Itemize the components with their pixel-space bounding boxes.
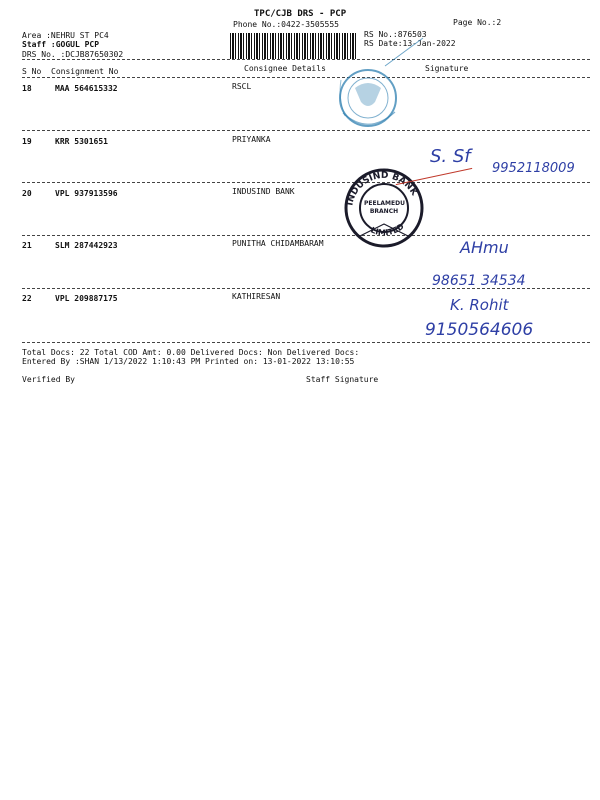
row-sno: 19	[22, 137, 32, 146]
header-divider-bottom	[22, 77, 590, 78]
drs-number: DRS No. :DCJB87650302	[22, 50, 124, 59]
row-consignee: PRIYANKA	[232, 135, 271, 144]
row-consignee: RSCL	[232, 82, 252, 91]
verified-by: Verified By	[22, 375, 75, 384]
rs-number: RS No.:876503	[364, 30, 427, 39]
row-consignment: SLM 287442923	[55, 241, 118, 250]
bank-branch-line2: BRANCH	[369, 208, 399, 215]
handwritten-phone: 9150564606	[425, 320, 534, 340]
row-consignee: KATHIRESAN	[232, 292, 281, 301]
row-divider	[22, 235, 590, 236]
rs-date: RS Date:13-Jan-2022	[364, 39, 456, 48]
row-consignment: VPL 209887175	[55, 294, 118, 303]
row-consignment: KRR 5301651	[55, 137, 108, 146]
row-sno: 22	[22, 294, 32, 303]
handwritten-signature: S. Sf	[430, 146, 471, 167]
header-divider-top	[22, 59, 590, 60]
rscl-stamp-icon	[323, 58, 433, 150]
area-label: Area :NEHRU ST PC4	[22, 31, 109, 40]
bank-stamp-bottom-text: LIMITED	[369, 221, 406, 238]
row-consignee: INDUSIND BANK	[232, 187, 295, 196]
row-sno: 20	[22, 189, 32, 198]
handwritten-signature: K. Rohit	[450, 296, 509, 314]
row-consignee: PUNITHA CHIDAMBARAM	[232, 239, 324, 248]
handwritten-signature: AHmu	[460, 238, 509, 257]
row-divider	[22, 342, 590, 343]
phone-number: Phone No.:0422-3505555	[233, 20, 339, 29]
staff-label: Staff :GOGUL PCP	[22, 40, 100, 49]
col-consignee: Consignee Details	[244, 64, 326, 73]
row-consignment: MAA 564615332	[55, 84, 118, 93]
row-divider	[22, 130, 590, 131]
col-consignment: Consignment No	[51, 67, 119, 76]
col-sno: S No	[22, 67, 42, 76]
totals-line: Total Docs: 22 Total COD Amt: 0.00 Delivered Docs: Non Delivered Docs:	[22, 348, 360, 357]
doc-title: TPC/CJB DRS - PCP	[254, 9, 347, 19]
row-sno: 18	[22, 84, 32, 93]
barcode	[230, 33, 358, 59]
handwritten-phone: 98651 34534	[432, 273, 526, 289]
bank-stamp-top-text: INDUSIND BANK	[345, 170, 419, 207]
row-divider	[22, 182, 590, 183]
bank-branch-line1: PEELAMEDU	[364, 200, 405, 207]
row-sno: 21	[22, 241, 32, 250]
handwritten-phone: 9952118009	[492, 161, 575, 176]
entered-by-line: Entered By :SHAN 1/13/2022 1:10:43 PM Printed on: 13-01-2022 13:10:55	[22, 357, 355, 366]
bank-stamp-icon	[342, 166, 426, 250]
page-number: Page No.:2	[453, 18, 502, 27]
row-consignment: VPL 937913596	[55, 189, 118, 198]
svg-text:LIMITED	[369, 222, 406, 238]
staff-signature: Staff Signature	[306, 375, 379, 384]
col-signature: Signature	[425, 64, 469, 73]
